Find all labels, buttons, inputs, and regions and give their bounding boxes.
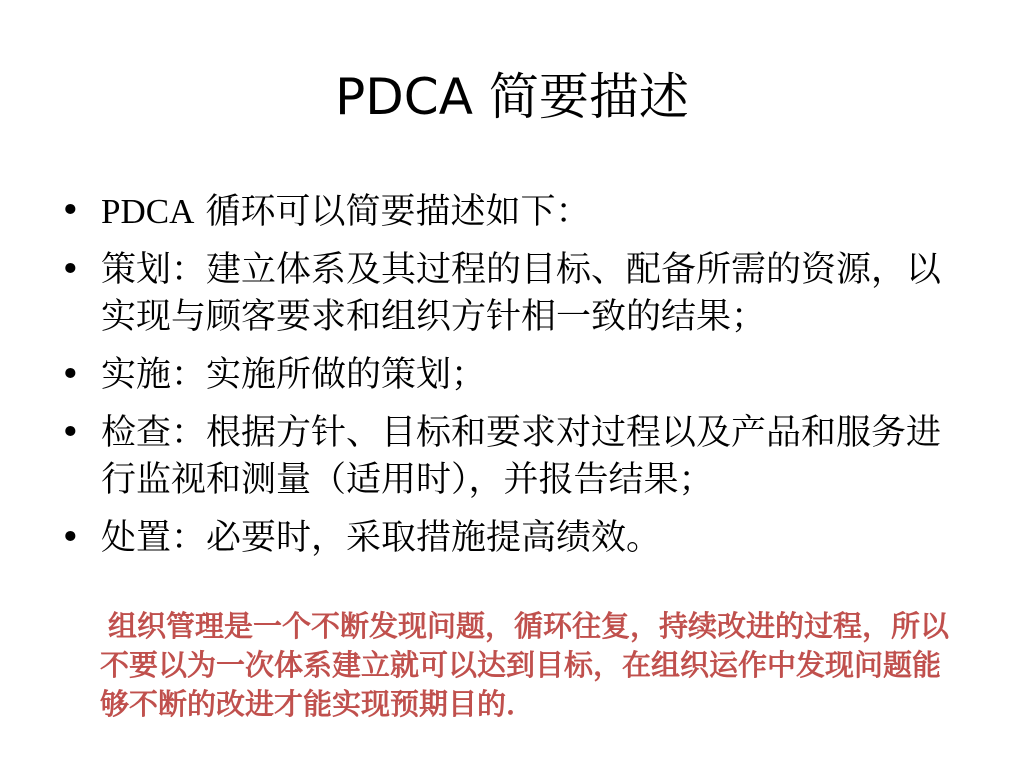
bullet-item-act xyxy=(60,515,960,562)
bullet-icon: • xyxy=(60,355,81,395)
bullet-item-plan xyxy=(60,247,960,341)
bullet-icon: • xyxy=(60,250,81,290)
bullet-text: 处置：必要时，采取措施提高绩效。 xyxy=(101,518,662,558)
slide-title: PDCA 简要描述 xyxy=(335,68,689,126)
bullet-text: 策划：建立体系及其过程的目标、配备所需的资源，以实现与顾客要求和组织方针相一致的结果； xyxy=(101,250,942,337)
bullet-text: 检查：根据方针、目标和要求对过程以及产品和服务进行监视和测量（适用时），并报告结果； xyxy=(101,413,942,500)
bullet-list xyxy=(60,188,960,573)
bullet-text: 实施：实施所做的策划； xyxy=(101,355,487,395)
intro-text: 循环可以简要描述如下： xyxy=(194,192,591,232)
bullet-item-check xyxy=(60,410,960,504)
intro-latin-text: PDCA xyxy=(101,192,195,231)
bullet-icon: • xyxy=(60,413,81,453)
bullet-item-intro xyxy=(60,188,960,236)
bullet-item-do xyxy=(60,352,960,399)
bullet-icon: • xyxy=(60,191,81,231)
note-paragraph: 组织管理是一个不断发现问题，循环往复，持续改进的过程，所以不要以为一次体系建立就可以达到目标，在组织运作中发现问题能够不断的改进才能实现预期目的． xyxy=(100,609,950,721)
bullet-icon: • xyxy=(60,518,81,558)
